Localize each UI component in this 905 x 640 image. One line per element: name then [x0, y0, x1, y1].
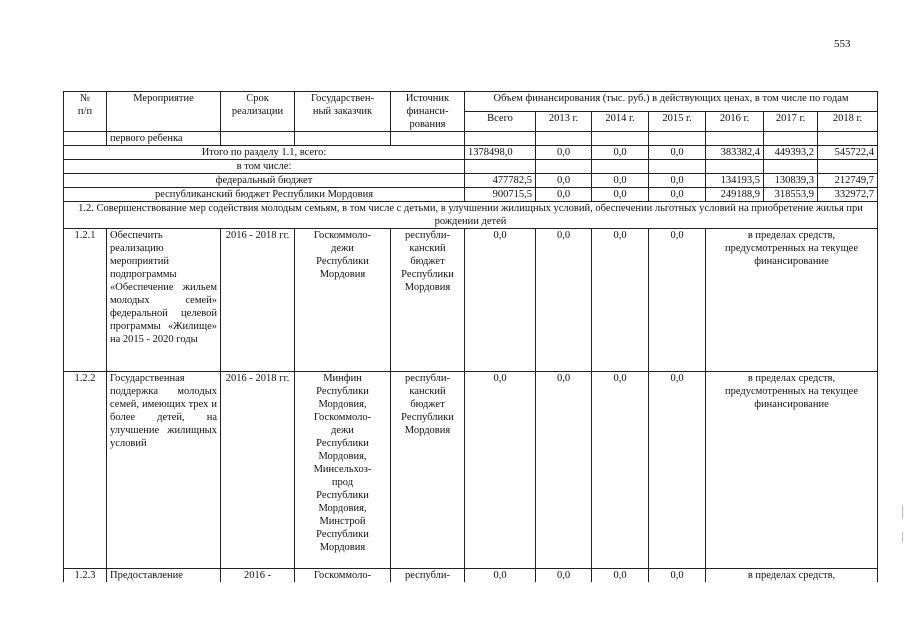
financing-table: [63, 91, 878, 582]
value-cell: 383382,4: [706, 146, 764, 160]
value-cell: 0,0: [649, 372, 706, 569]
header-customer: Государствен- ный заказчик: [295, 92, 391, 132]
value-cell: 545722,4: [818, 146, 878, 160]
table-row: [64, 188, 878, 202]
value-cell: 318553,9: [764, 188, 818, 202]
header-term: Срок реализации: [221, 92, 295, 132]
value-cell: 0,0: [592, 569, 649, 583]
value-cell: 0,0: [649, 569, 706, 583]
value-cell: 249188,9: [706, 188, 764, 202]
continuation-text: первого ребенка: [107, 132, 221, 146]
value-cell: 900715,5: [465, 188, 536, 202]
value-cell: 0,0: [592, 372, 649, 569]
value-cell: 0,0: [649, 146, 706, 160]
item-term: 2016 - 2018 гг.: [221, 372, 295, 569]
item-measure: Государственная поддержка молодых семей, имеющих трех и более детей, на улучшение жилищных условий: [107, 372, 221, 569]
value-cell: 0,0: [592, 146, 649, 160]
value-cell: 0,0: [592, 174, 649, 188]
header-row: [64, 92, 878, 112]
item-term: 2016 -: [221, 569, 295, 583]
value-cell: 0,0: [465, 569, 536, 583]
table-row: [64, 146, 878, 160]
item-customer: Минфин Республики Мордовия, Госкоммоло- дежи Республики Мордовия, Минсельхоз- прод Республики Мордовия, Минстрой Республики Мордовия: [295, 372, 391, 569]
header-year: 2014 г.: [592, 112, 649, 132]
table-row: [64, 569, 878, 583]
value-cell: 0,0: [536, 174, 592, 188]
table-row: [64, 132, 878, 146]
page-number: 553: [834, 38, 851, 50]
value-cell: 0,0: [592, 188, 649, 202]
scan-mark: [902, 532, 903, 542]
value-cell: 0,0: [536, 229, 592, 372]
section-title-row: [64, 202, 878, 229]
header-measure: Мероприятие: [107, 92, 221, 132]
value-cell: 0,0: [465, 229, 536, 372]
republic-label: республиканский бюджет Республики Мордовия: [64, 188, 465, 202]
item-note: в пределах средств, предусмотренных на текущее финансирование: [706, 372, 878, 569]
item-term: 2016 - 2018 гг.: [221, 229, 295, 372]
value-cell: 0,0: [536, 188, 592, 202]
item-customer: Госкоммоло- дежи Республики Мордовия: [295, 229, 391, 372]
header-year: 2013 г.: [536, 112, 592, 132]
item-customer: Госкоммоло-: [295, 569, 391, 583]
total-section-label: Итого по разделу 1.1, всего:: [64, 146, 465, 160]
item-source: республи- канский бюджет Республики Мордовия: [391, 229, 465, 372]
header-year: 2017 г.: [764, 112, 818, 132]
value-cell: 0,0: [592, 229, 649, 372]
value-cell: 332972,7: [818, 188, 878, 202]
table-row: [64, 174, 878, 188]
value-cell: 0,0: [649, 188, 706, 202]
value-cell: 0,0: [465, 372, 536, 569]
section-title: 1.2. Совершенствование мер содействия молодым семьям, в том числе с детьми, в улучшении жилищных условий, обеспечении льготных условий на приобретение жилья при рождении детей: [64, 202, 878, 229]
header-volume: Объем финансирования (тыс. руб.) в действующих ценах, в том числе по годам: [465, 92, 878, 112]
table-row: [64, 160, 878, 174]
item-number: 1.2.2: [64, 372, 107, 569]
value-cell: 0,0: [536, 146, 592, 160]
header-year: 2015 г.: [649, 112, 706, 132]
item-measure: Обеспечить реализацию мероприятий подпрограммы «Обеспечение жильем молодых семей» федеральной целевой программы «Жилище» на 2015 - 2020 годы: [107, 229, 221, 372]
item-source: республи-: [391, 569, 465, 583]
value-cell: 0,0: [536, 372, 592, 569]
header-source: Источник финанси- рования: [391, 92, 465, 132]
table-row: [64, 229, 878, 372]
federal-label: федеральный бюджет: [64, 174, 465, 188]
value-cell: 130839,3: [764, 174, 818, 188]
value-cell: 449393,2: [764, 146, 818, 160]
value-cell: 134193,5: [706, 174, 764, 188]
item-note: в пределах средств,: [706, 569, 878, 583]
value-cell: 0,0: [536, 569, 592, 583]
header-num: № п/п: [64, 92, 107, 132]
value-cell: 477782,5: [465, 174, 536, 188]
including-label: в том числе:: [64, 160, 465, 174]
header-year: 2016 г.: [706, 112, 764, 132]
value-cell: 1378498,0: [465, 146, 536, 160]
item-number: 1.2.3: [64, 569, 107, 583]
item-note: в пределах средств, предусмотренных на текущее финансирование: [706, 229, 878, 372]
item-measure: Предоставление: [107, 569, 221, 583]
scan-mark: [902, 505, 903, 519]
header-total: Всего: [465, 112, 536, 132]
value-cell: 212749,7: [818, 174, 878, 188]
header-year: 2018 г.: [818, 112, 878, 132]
table-row: [64, 372, 878, 569]
value-cell: 0,0: [649, 174, 706, 188]
item-number: 1.2.1: [64, 229, 107, 372]
item-source: республи- канский бюджет Республики Мордовия: [391, 372, 465, 569]
value-cell: 0,0: [649, 229, 706, 372]
